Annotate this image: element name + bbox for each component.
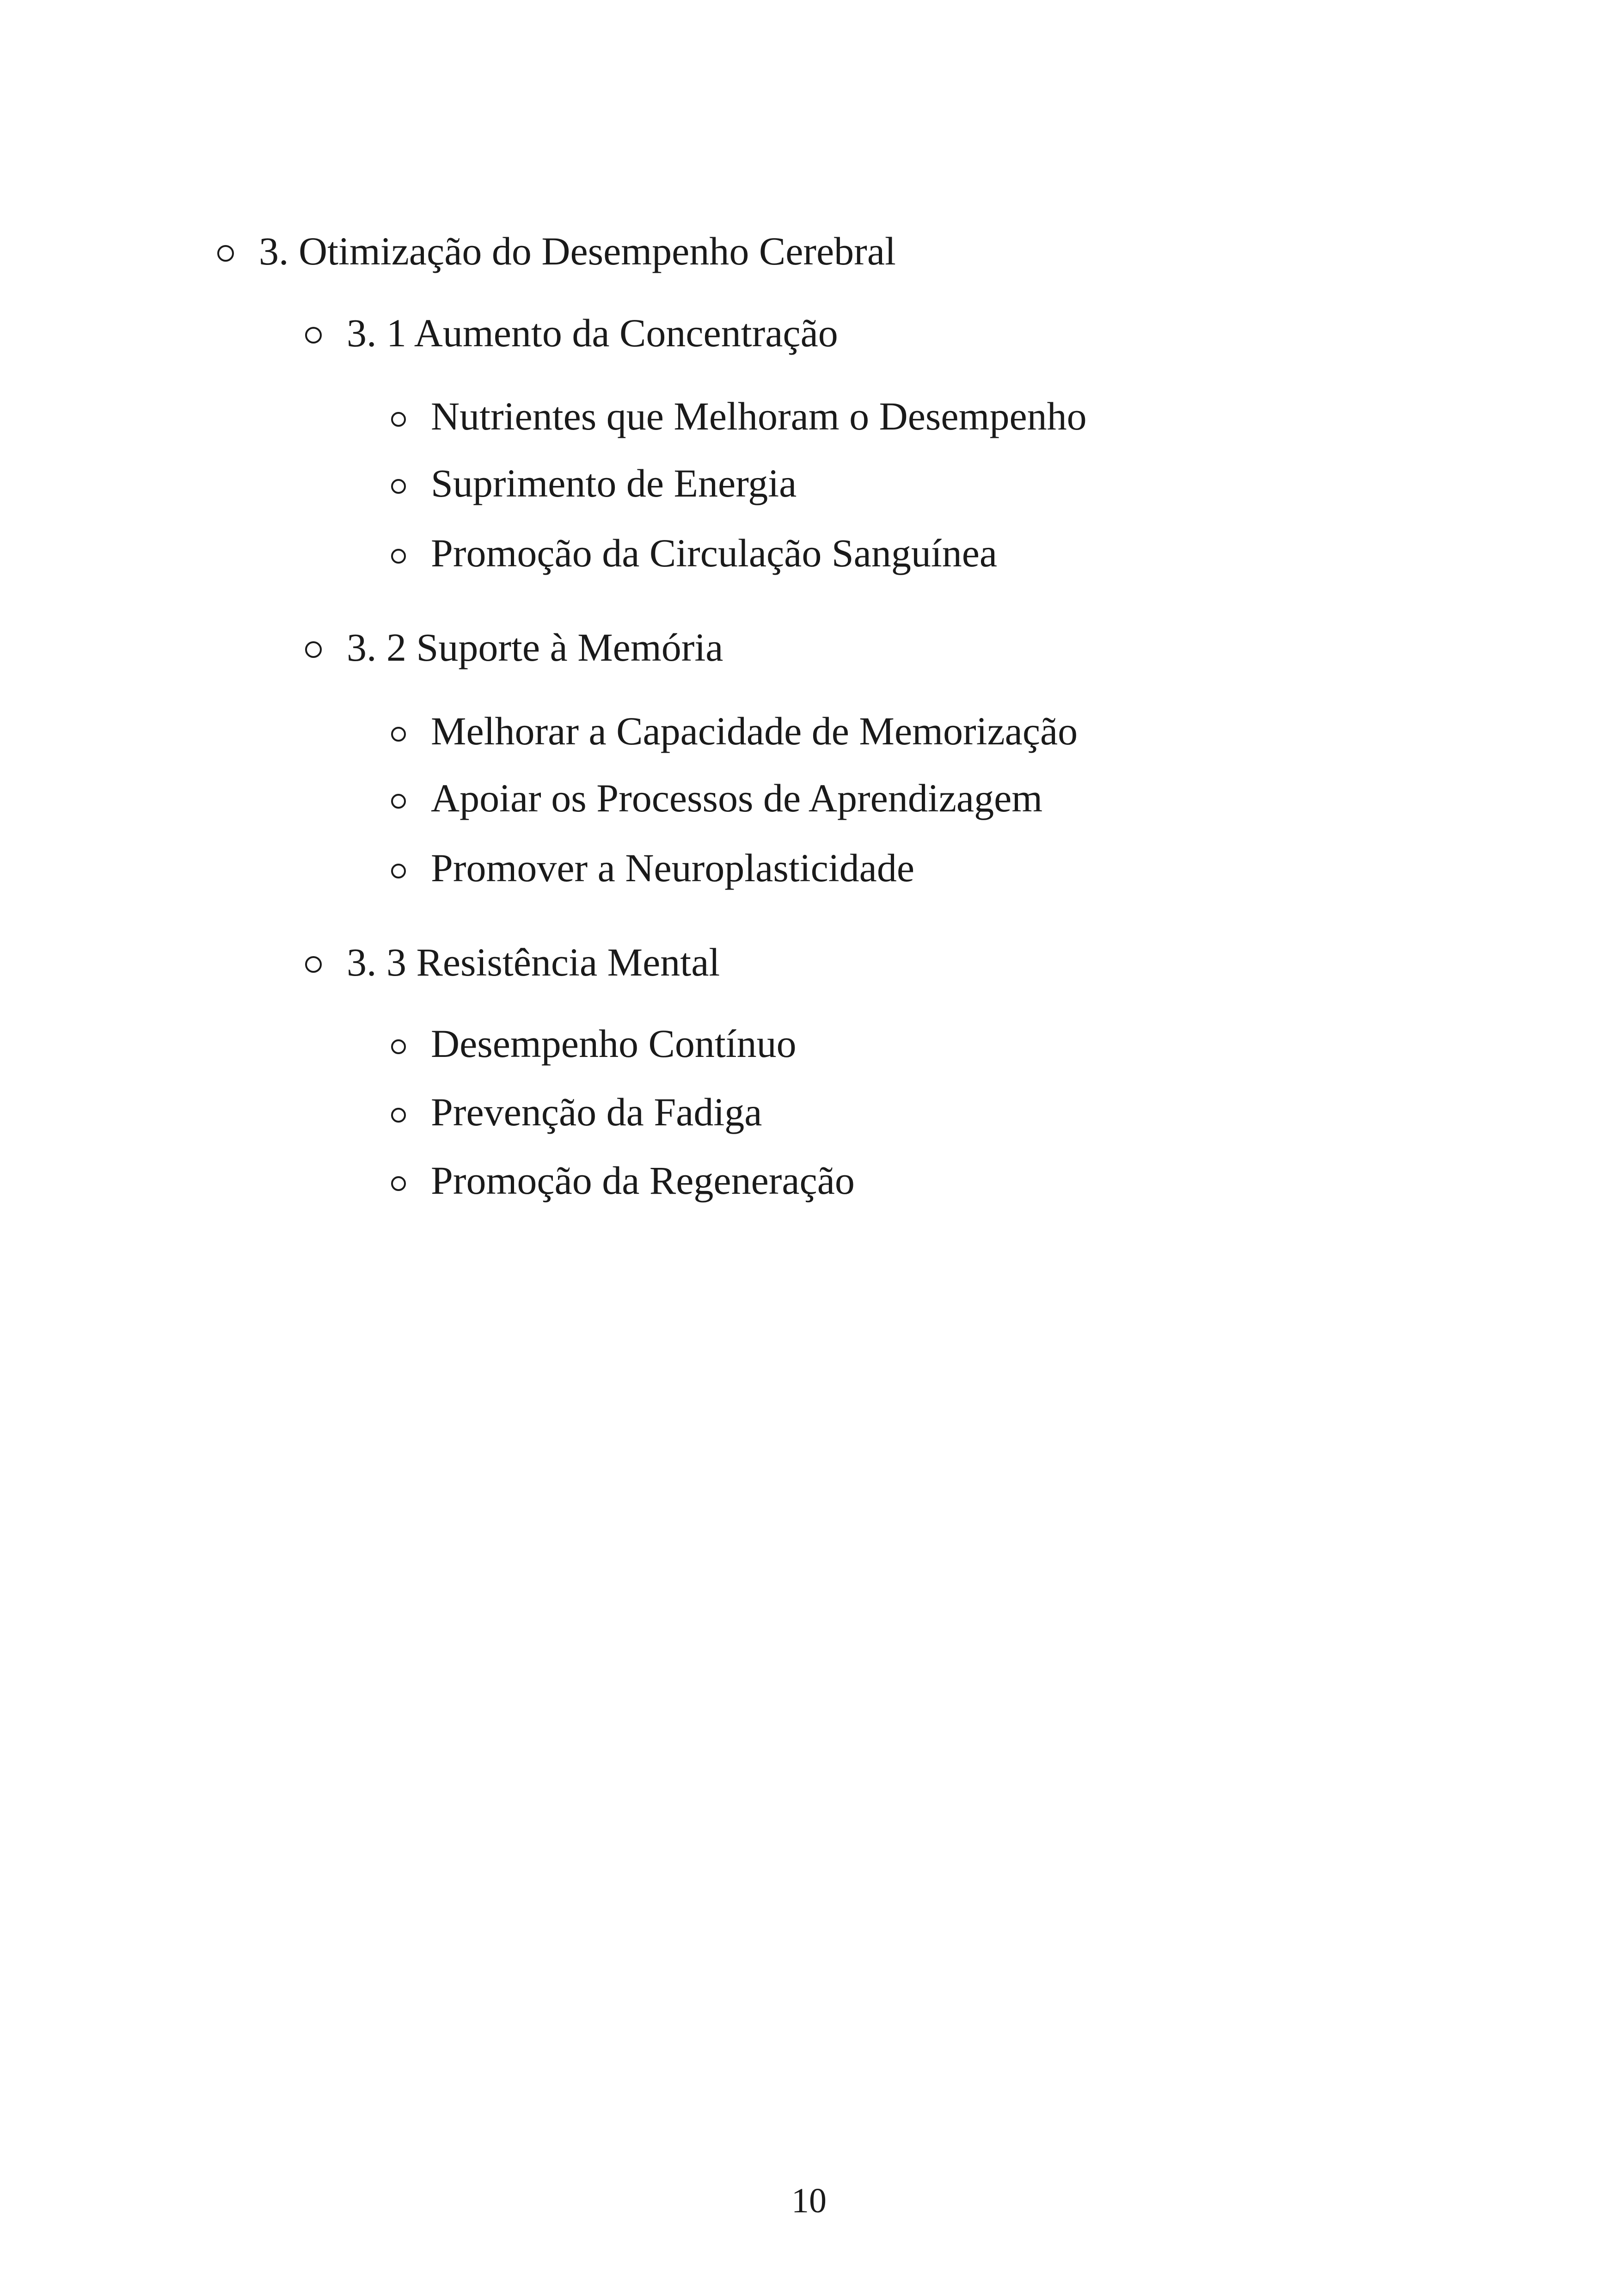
hollow-circle-bullet-icon <box>217 245 234 262</box>
hollow-circle-bullet-icon <box>391 412 406 427</box>
outline-section-heading <box>217 231 896 271</box>
outline-item-label: Suprimento de Energia <box>431 461 797 505</box>
hollow-circle-bullet-icon <box>391 1039 406 1054</box>
outline-item-label: Desempenho Contínuo <box>431 1021 797 1066</box>
hollow-circle-bullet-icon <box>391 1108 406 1123</box>
outline-subsection-heading <box>305 942 720 982</box>
outline-subsection-heading <box>305 627 723 667</box>
outline-item-label: Promoção da Circulação Sanguínea <box>431 531 998 575</box>
outline-item <box>391 711 1078 751</box>
outline-item-label: Prevenção da Fadiga <box>431 1090 762 1134</box>
subsection-title: 3. 1 Aumento da Concentração <box>347 311 838 355</box>
outline-subsection-heading <box>305 313 838 353</box>
page-number: 10 <box>791 2181 827 2220</box>
outline-item <box>391 533 997 573</box>
outline-item <box>391 1021 797 1066</box>
hollow-circle-bullet-icon <box>391 549 406 564</box>
outline-item-label: Promoção da Regeneração <box>431 1158 855 1203</box>
hollow-circle-bullet-icon <box>391 479 406 494</box>
hollow-circle-bullet-icon <box>391 864 406 878</box>
outline-item <box>391 396 1087 436</box>
outline-item <box>391 1092 762 1132</box>
subsection-title: 3. 3 Resistência Mental <box>347 940 720 984</box>
section-title: 3. Otimização do Desempenho Cerebral <box>259 229 896 273</box>
hollow-circle-bullet-icon <box>391 727 406 742</box>
hollow-circle-bullet-icon <box>305 641 322 658</box>
outline-item-label: Apoiar os Processos de Aprendizagem <box>431 776 1043 820</box>
subsection-title: 3. 2 Suporte à Memória <box>347 625 723 669</box>
outline-item <box>391 778 1042 818</box>
outline-item <box>391 1158 855 1203</box>
hollow-circle-bullet-icon <box>391 794 406 809</box>
hollow-circle-bullet-icon <box>305 327 322 344</box>
hollow-circle-bullet-icon <box>305 956 322 973</box>
outline-item <box>391 463 797 503</box>
hollow-circle-bullet-icon <box>391 1176 406 1191</box>
outline-item-label: Melhorar a Capacidade de Memorização <box>431 709 1078 753</box>
outline-item-label: Promover a Neuroplasticidade <box>431 846 914 890</box>
outline-item <box>391 848 914 888</box>
outline-item-label: Nutrientes que Melhoram o Desempenho <box>431 394 1087 438</box>
